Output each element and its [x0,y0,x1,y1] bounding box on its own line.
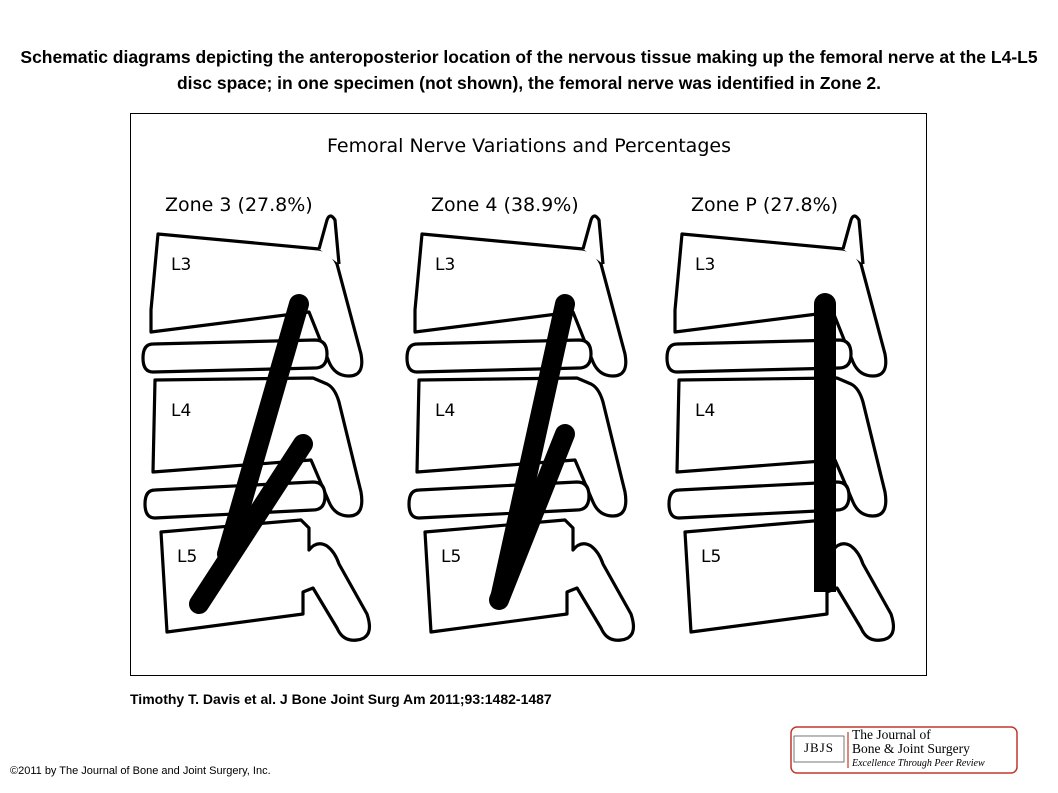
vertebra-label-l5: L5 [177,547,198,567]
vertebra-label-l3: L3 [171,255,192,275]
citation: Timothy T. Davis et al. J Bone Joint Surg Am 2011;93:1482-1487 [130,691,552,707]
vertebra-label-l5: L5 [701,547,722,567]
zone-label: Zone P (27.8%) [691,194,839,216]
logo-mark: JBJS [803,740,835,755]
zone-label: Zone 4 (38.9%) [431,194,579,216]
panel-zone-4 [407,194,633,640]
vertebra-label-l3: L3 [695,255,716,275]
nerve-path-cap [814,293,836,315]
logo-title-line1: The Journal of [852,727,931,742]
vertebra-label-l3: L3 [435,255,456,275]
copyright: ©2011 by The Journal of Bone and Joint Surgery, Inc. [10,765,271,777]
vertebra-label-l4: L4 [695,401,716,421]
logo-title-line2: Bone & Joint Surgery [852,741,970,756]
figure-heading: Femoral Nerve Variations and Percentages [327,135,731,157]
logo-tagline: Excellence Through Peer Review [852,758,985,769]
panel-zone-3 [143,194,369,640]
vertebra-label-l5: L5 [441,547,462,567]
figure [130,113,927,676]
vertebra-label-l4: L4 [435,401,456,421]
slide-title: Schematic diagrams depicting the anteroposterior location of the nervous tissue making up the femoral nerve at the L4-L5 disc space; in one specimen (not shown), the femoral nerve was identified in Zone 2. [20,47,1038,93]
zone-label: Zone 3 (27.8%) [165,194,313,216]
panel-zone-p [667,194,893,640]
jbjs-logo [790,726,1018,774]
spine-diagram [131,114,928,677]
vertebra-label-l4: L4 [171,401,192,421]
